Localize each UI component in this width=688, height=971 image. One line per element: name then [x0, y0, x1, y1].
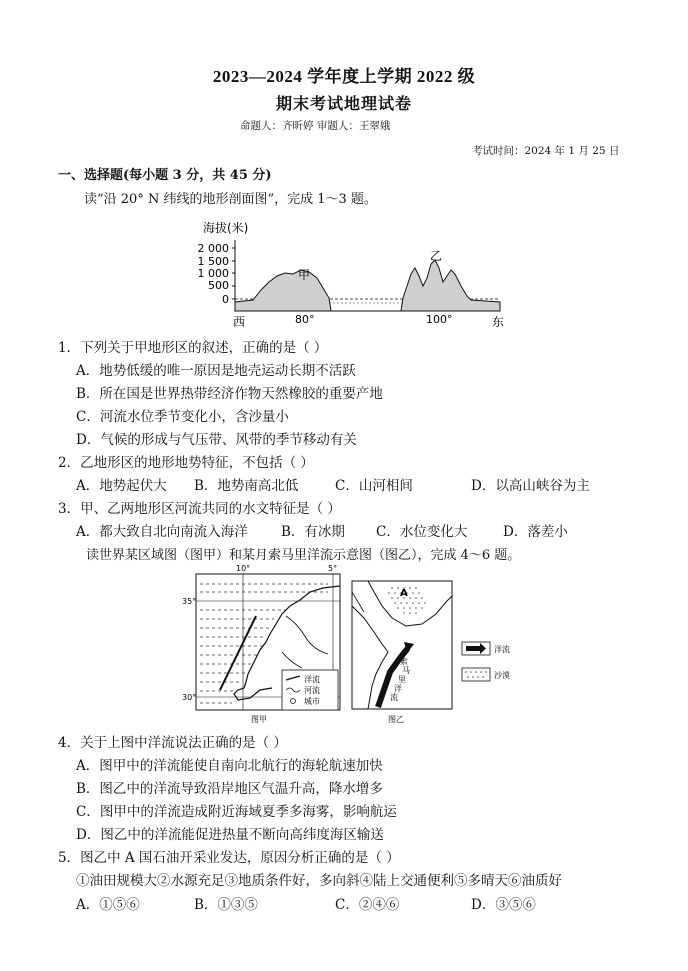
lon-10: 10°	[236, 564, 251, 573]
intro-q4-6: 读世界某区域图（图甲）和某月索马里洋流示意图（图乙），完成 4～6 题。	[86, 548, 521, 563]
q2-option-d: D．以高山峡谷为主	[471, 478, 590, 494]
q4-option-b: B．图乙中的洋流导致沿岸地区气温升高，降水增多	[76, 781, 383, 797]
q4-option-d: D．图乙中的洋流能促进热量不断向高纬度海区输送	[76, 827, 384, 843]
q3-option-b: B．有冰期	[281, 524, 345, 540]
ytick-2000: 2 000	[197, 242, 229, 255]
label-A: A	[400, 588, 408, 599]
q2-option-c: C．山河相间	[335, 478, 413, 494]
lat-35: 35°	[182, 597, 197, 606]
ytick-1000: 1 000	[197, 267, 229, 280]
q2-option-b: B．地势南高北低	[194, 478, 299, 494]
somali-text-1: 索	[400, 657, 408, 666]
q1-option-d: D．气候的形成与气压带、风带的季节移动有关	[76, 432, 357, 448]
q5-option-b: B．①③⑤	[194, 897, 258, 913]
label-east: 东	[492, 315, 505, 329]
q4-stem: 4．关于上图中洋流说法正确的是（ ）	[58, 735, 287, 751]
legend-desert: 沙漠	[494, 671, 510, 680]
label-yi: 乙	[430, 249, 443, 263]
caption-jia: 图甲	[251, 715, 267, 724]
label-jia: 甲	[298, 268, 311, 282]
q5-option-c: C．②④⑥	[335, 897, 400, 913]
q1-option-b: B．所在国是世界热带经济作物天然橡胶的重要产地	[76, 386, 383, 402]
q5-statements: ①油田规模大②水源充足③地质条件好，多向斜④陆上交通便利⑤多晴天⑥油质好	[76, 873, 562, 889]
somali-text-3: 里	[398, 675, 406, 684]
terrain-yi	[401, 260, 500, 311]
legend-river: 河流	[304, 686, 320, 695]
map-figure	[178, 562, 538, 724]
q3-stem: 3．甲、乙两地形区河流共同的水文特征是（ ）	[58, 501, 341, 517]
intro-q1-3: 读“沿 20° N 纬线的地形剖面图”，完成 1～3 题。	[84, 192, 377, 207]
legend-city: 城市	[304, 697, 320, 706]
q2-stem: 2．乙地形区的地形地势特征，不包括（ ）	[58, 455, 314, 471]
somali-text-5: 流	[390, 693, 398, 702]
legend-desert-swatch	[462, 668, 490, 681]
ytick-0: 0	[222, 293, 229, 306]
q3-option-d: D．落差小	[503, 524, 568, 540]
q3-option-a: A．都大致自北向南流入海洋	[76, 524, 248, 540]
q1-option-c: C．河流水位季节变化小，含沙量小	[76, 409, 289, 425]
profile-ylabel: 海拔(米)	[203, 221, 249, 235]
q5-stem: 5．图乙中 A 国石油开采业发达，原因分析正确的是（ ）	[58, 850, 400, 866]
legend-current-yi: 洋流	[494, 645, 510, 654]
exam-time: 考试时间：2024 年 1 月 25 日	[472, 145, 620, 157]
q3-option-c: C．水位变化大	[376, 524, 468, 540]
q5-option-d: D．③⑤⑥	[471, 897, 536, 913]
ytick-1500: 1 500	[197, 255, 229, 268]
q4-option-c: C．图甲中的洋流造成附近海域夏季多海雾，影响航运	[76, 804, 397, 820]
xtick-100: 100°	[426, 313, 453, 326]
q4-option-a: A．图甲中的洋流能使自南向北航行的海轮航速加快	[76, 758, 383, 774]
q1-stem: 1．下列关于甲地形区的叙述，正确的是（ ）	[58, 340, 328, 356]
lon-5: 5°	[328, 564, 338, 573]
q5-option-a: A．①⑤⑥	[76, 897, 140, 913]
somali-text-2: 马	[402, 666, 410, 675]
ytick-500: 500	[208, 279, 229, 292]
section-heading: 一、选择题(每小题 3 分，共 45 分)	[58, 168, 272, 183]
q1-option-a: A．地势低缓的唯一原因是地壳运动长期不活跃	[76, 363, 356, 379]
caption-yi: 图乙	[388, 715, 404, 724]
label-west: 西	[233, 315, 246, 329]
exam-title: 2023—2024 学年度上学期 2022 级	[212, 67, 476, 86]
lat-30: 30°	[182, 693, 197, 702]
terrain-profile-figure	[195, 216, 525, 331]
authors: 命题人：齐昕婷 审题人：王翠娥	[240, 120, 391, 132]
somali-text-4: 洋	[394, 684, 402, 693]
exam-subtitle: 期末考试地理试卷	[275, 94, 412, 113]
xtick-80: 80°	[295, 313, 315, 326]
q2-option-a: A．地势起伏大	[76, 478, 167, 494]
legend-current-jia: 洋流	[304, 675, 320, 684]
terrain-jia	[235, 270, 331, 311]
